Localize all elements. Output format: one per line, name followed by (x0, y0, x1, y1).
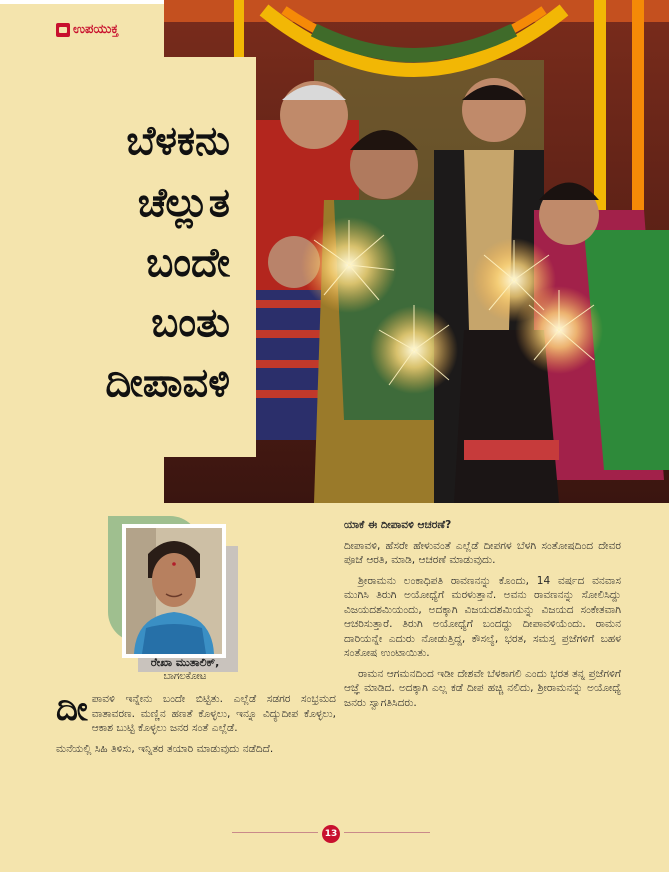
title-panel (60, 57, 256, 457)
paragraph: ರಾಮನ ಆಗಮನದಿಂದ ಇಡೀ ದೇಶವೇ ಬೆಳಕಾಗಲಿ ಎಂದು ಭರತ ತನ್ನ ಪ್ರಜೆಗಳಿಗೆ ಆಜ್ಞೆ ಮಾಡಿದ. ಅದಕ್ಕಾಗಿ ಎಲ್ಲ ಕಡೆ ದೀಪ ಹಚ್ಚಿ ನಲಿದು, ಶ್ರೀರಾಮನನ್ನು ಅಯೋಧ್ಯೆ ಜನರು ಸ್ವಾಗತಿಸಿದರು. (344, 667, 621, 709)
section-heading: ಯಾಕೆ ಈ ದೀಪಾವಳಿ ಆಚರಣೆ? (344, 519, 452, 531)
section-label: ಉಪಯುಕ್ತ (73, 22, 119, 37)
author-photo (126, 528, 222, 654)
intro-paragraph (56, 689, 336, 736)
title-line-5: ದೀಪಾವಳಿ (105, 360, 230, 406)
paragraph: ಶ್ರೀರಾಮನು ಲಂಕಾಧಿಪತಿ ರಾವಣನನ್ನು ಕೊಂದು, 14 ವರ್ಷದ ವನವಾಸ ಮುಗಿಸಿ ತಿರುಗಿ ಅಯೋಧ್ಯೆಗೆ ಮರಳುತ್ತಾನೆ. ಅವನು ರಾವಣನನ್ನು ಸೋಲಿಸಿದ್ದು ವಿಜಯದಶಮಿಯಂದು, ಅದಕ್ಕಾಗಿ ವಿಜಯದಶಮಿಯನ್ನು ವಿಜಯದ ಸಂಕೇತವಾಗಿ ಆಚರಿಸುತ್ತಾರೆ. ತಿರುಗಿ ಅಯೋಧ್ಯೆಗೆ ಬಂದದ್ದು ದೀಪಾವಳಿಯೆಂದು. ರಾಮನ ದಾರಿಯನ್ನೇ ಎದುರು ನೋಡುತ್ತಿದ್ದ, ಕೌಸಲ್ಯೆ, ಭರತ, ಸಮಸ್ತ ಪ್ರಜೆಗಳಿಗೆ ಬಹಳ ಸಂತೋಷ ಉಂಟಾಯಿತು. (344, 574, 621, 659)
logo-icon (56, 23, 70, 37)
dropcap: ದೀ (56, 689, 88, 729)
right-column (344, 518, 621, 716)
title-line-2: ಚೆಲ್ಲುತ (137, 180, 230, 226)
author-place: ಬಾಗಲಕೋಟ (163, 671, 207, 682)
title-line-3: ಬಂದೇ (146, 240, 230, 286)
paragraph: ಮನೆಯಲ್ಲಿ ಸಿಹಿ ತಿಳಿಸು, ಇನ್ನಿತರ ತಯಾರಿ ಮಾಡುವುದು ನಡೆದಿದೆ. (56, 742, 274, 755)
title-line-1: ಬೆಳಕನು (126, 118, 230, 164)
author-photo-frame (122, 524, 226, 658)
footer-rule-right (344, 832, 430, 833)
title-line-4: ಬಂತು (151, 300, 230, 346)
section-logo (56, 22, 118, 37)
page-number: 13 (322, 825, 340, 843)
intro-text: ಪಾವಳಿ ಇನ್ನೇನು ಬಂದೇ ಬಿಟ್ಟಿತು. ಎಲ್ಲೆಡೆ ಸಡಗರ ಸಂಭ್ರಮದ ವಾತಾವರಣ. ಮಣ್ಣಿನ ಹಣತೆ ಕೊಳ್ಳಲು, ಇನ್ನೂ ವಿದ್ಯುದೀಪ ಕೊಳ್ಳಲು, ಆಕಾಶ ಬುಟ್ಟಿ ಕೊಳ್ಳಲು ಜನರ ಸಂತೆ ಎಲ್ಲೆಡೆ. (91, 693, 336, 734)
left-column (56, 689, 336, 762)
paragraph: ದೀಪಾವಳಿ, ಹೆಸರೇ ಹೇಳುವಂತೆ ಎಲ್ಲೆಡೆ ದೀಪಗಳ ಬೆಳಗಿ ಸಂತೋಷದಿಂದ ದೇವರ ಪೂಜೆ ಆರತಿ, ಮಾಡಿ, ಆಚರಣೆ ಮಾಡುವುದು. (344, 539, 621, 566)
bottom-border (0, 872, 669, 878)
footer-rule-left (232, 832, 318, 833)
author-name: ರೇಖಾ ಮುತಾಲಿಕ್, (150, 656, 220, 669)
